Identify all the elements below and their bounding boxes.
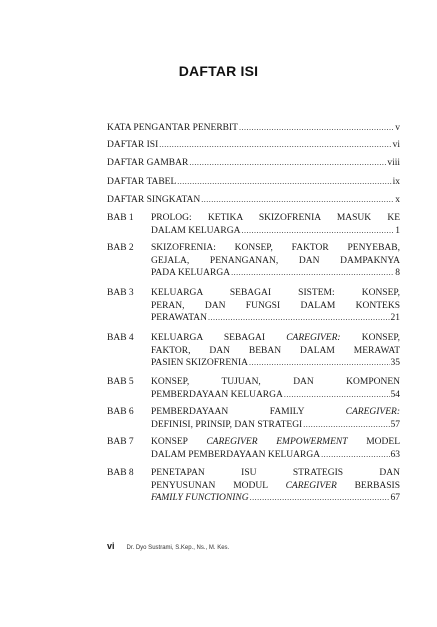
chapter-page: 67	[390, 493, 400, 503]
chapter-title-line: PERAN, DAN FUNGSI DALAM KONTEKS	[151, 300, 400, 311]
footer-author: Dr. Dyo Sustrami, S.Kep., Ns., M. Kes.	[126, 545, 230, 551]
chapter-page: 1	[395, 225, 400, 236]
chapter-title-line: PEMBERDAYAAN KELUARGA	[151, 389, 283, 400]
chapter-title-line: PASIEN SKIZOFRENIA	[151, 358, 249, 368]
toc-entry[interactable]	[107, 194, 400, 206]
toc-entry-page: viii	[387, 158, 400, 168]
toc-entry[interactable]	[107, 157, 400, 169]
leader-dots	[249, 357, 389, 370]
chapter-title-line: KELUARGA SEBAGAI SISTEM: KONSEP,	[151, 288, 400, 298]
page-footer	[107, 541, 229, 551]
chapter-number: BAB 7	[107, 437, 134, 447]
toc-entry-page: ix	[392, 177, 400, 187]
chapter-number: BAB 8	[107, 468, 134, 478]
chapter-title-line: PADA KELUARGA	[151, 268, 231, 278]
chapter-page: 57	[390, 419, 400, 430]
chapter-title-line: PERAWATAN	[151, 313, 208, 323]
page-title: DAFTAR ISI	[178, 63, 259, 79]
toc-entry-page: v	[395, 123, 400, 133]
chapter-page: 8	[395, 268, 400, 278]
chapter-title-line: PENYUSUNAN MODUL CAREGIVER BERBASIS	[151, 480, 400, 491]
chapter-title-line: PENETAPAN ISU STRATEGIS DAN	[151, 468, 400, 478]
chapter-number: BAB 2	[107, 243, 134, 253]
toc-entry-label: DAFTAR GAMBAR	[107, 158, 189, 168]
footer-page-number: vi	[107, 541, 115, 551]
chapter-number: BAB 6	[107, 407, 134, 417]
leader-dots	[239, 122, 394, 134]
chapter-title-line: SKIZOFRENIA: KONSEP, FAKTOR PENYEBAB,	[151, 243, 400, 253]
chapter-title-line: GEJALA, PENANGANAN, DAN DAMPAKNYA	[151, 255, 400, 266]
chapter-title-line: PROLOG: KETIKA SKIZOFRENIA MASUK KE	[151, 213, 400, 223]
chapter-number: BAB 5	[107, 377, 134, 387]
chapter-title-line: KONSEP, TUJUAN, DAN KOMPONEN	[151, 377, 400, 387]
leader-dots	[231, 267, 394, 280]
toc-entry-label: KATA PENGANTAR PENERBIT	[107, 123, 238, 133]
chapter-title-line: KELUARGA SEBAGAI CAREGIVER: KONSEP,	[151, 333, 400, 343]
leader-dots	[189, 157, 386, 169]
leader-dots	[177, 176, 391, 188]
toc-entry[interactable]	[107, 139, 400, 151]
chapter-page: 54	[390, 389, 400, 400]
chapter-number: BAB 3	[107, 288, 134, 298]
leader-dots	[250, 492, 390, 505]
leader-dots	[303, 419, 389, 432]
chapter-number: BAB 1	[107, 213, 134, 223]
leader-dots	[321, 449, 389, 462]
toc-entry-label: DAFTAR ISI	[107, 140, 159, 150]
leader-dots	[159, 139, 391, 151]
chapter-title-line: PEMBERDAYAAN FAMILY CAREGIVER:	[151, 407, 400, 417]
toc-entry[interactable]	[107, 122, 400, 134]
chapter-page: 35	[390, 358, 400, 368]
toc-entry-page: x	[395, 195, 400, 205]
toc-entry-label: DAFTAR SINGKATAN	[107, 195, 201, 205]
toc-entry-page: vi	[392, 140, 400, 150]
leader-dots	[208, 312, 389, 325]
leader-dots	[241, 225, 394, 238]
chapter-title-line: DALAM PEMBERDAYAAN KELUARGA	[151, 449, 321, 460]
toc-entry-label: DAFTAR TABEL	[107, 177, 177, 187]
chapter-number: BAB 4	[107, 333, 134, 343]
leader-dots	[284, 389, 390, 402]
leader-dots	[201, 194, 394, 206]
chapter-title-line: FAKTOR, DAN BEBAN DALAM MERAWAT	[151, 345, 400, 356]
chapter-title-line: KONSEP CAREGIVER EMPOWERMENT MODEL	[151, 437, 401, 447]
chapter-page: 21	[390, 313, 400, 323]
chapter-page: 63	[390, 449, 400, 460]
toc-entry[interactable]	[107, 176, 400, 188]
chapter-title-line: DEFINISI, PRINSIP, DAN STRATEGI	[151, 419, 303, 430]
chapter-title-line: FAMILY FUNCTIONING	[151, 493, 249, 503]
chapter-title-line: DALAM KELUARGA	[151, 225, 241, 236]
